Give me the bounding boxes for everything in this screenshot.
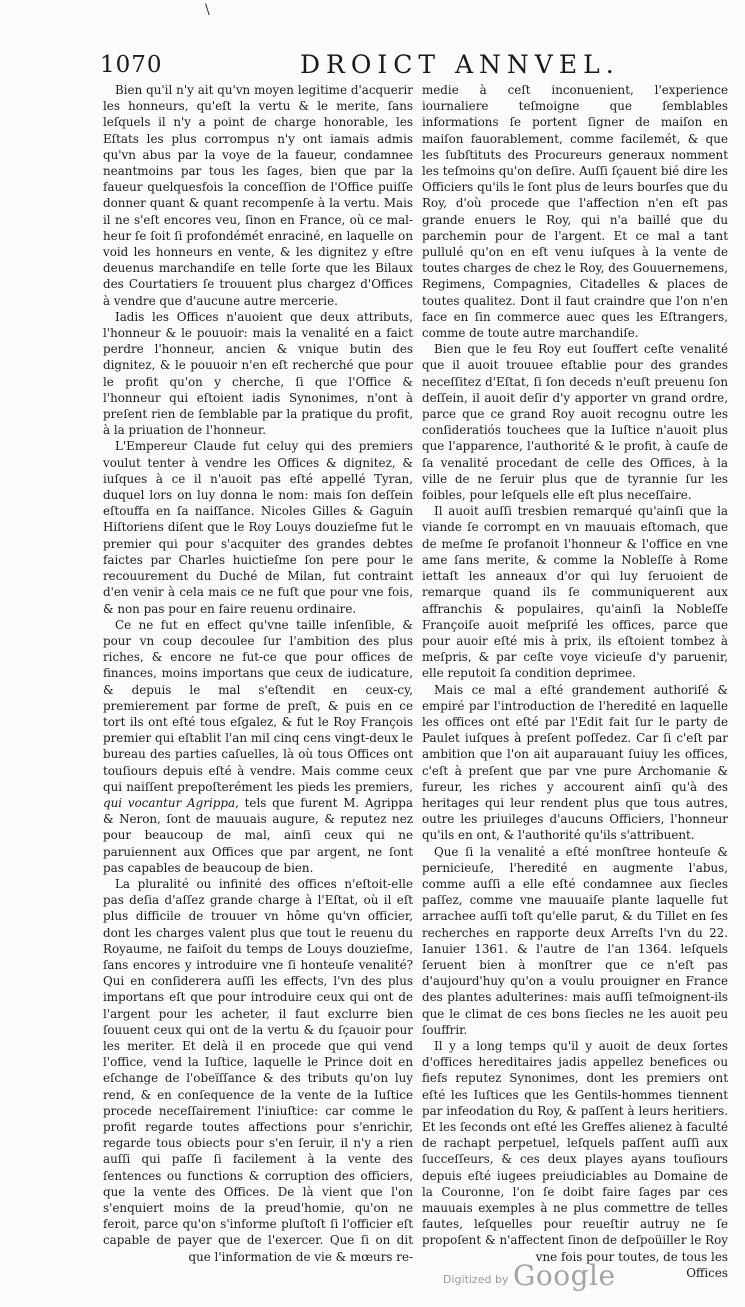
google-logo: Google (513, 1259, 616, 1292)
left-paragraph-5: La pluralité ou infinité des offices n'eſtoit-elle pas deſia d'aſſez grande charge à l'Eſtat, où il eſt plus difficile de trouuer vn hôme qu'vn officier, dont les charges valent plus que tout le reuenu du Royaume, ne faiſoit du temps de Louys douzieſme, ſans encores y introduire vne ſi honteuſe venalité? Qui en conſiderera auſſi les effects, l'vn des plus importans eſt que pour introduire ceux qui ont de l'argent pour les acheter, il faut exclurre bien ſouuent ceux qui ont de la vertu & du ſçauoir pour les meriter. Et delà il en procede que qui vend l'office, vend la Iuſtice, laquelle le Prince doit en eſchange de l'obeïſſance & des tributs qu'on luy rend, & en conſequence de la vente de la Iuſtice procede neceſſairement l'iniuſtice: car comme le profit regarde toutes affections pour s'enrichir, regarde tous obiects pour s'en ſeruir, il n'y a rien auſſi qui paſſe ſi facilement à la vente des ſentences ou functions & corruption des officiers, que la vente des Offices. De là vient que l'on s'enquiert moins de la preud'homie, qu'on ne feroit, parce qu'on s'informe pluſtoſt ſi l'officier eſt capable de payer que de l'exercer. Que ſi on dit que l'information de vie & mœurs re- (103, 876, 413, 1264)
left-paragraph-2: Iadis les Offices n'auoient que deux attributs, l'honneur & le pouuoir: mais la venalité en a faict perdre l'honneur, ancien & vnique butin des dignitez, & le pouuoir n'en eſt recherché que pour le profit qu'on y cherche, ſi que l'Office & l'honneur qui eſtoient iadis Synonimes, n'ont à preſent rien de ſemblable par la pratique du profit, à la priuation de l'honneur. (103, 309, 413, 438)
left-paragraph-4-latin: qui vocantur Agrippa (103, 795, 236, 810)
page-number: 1070 (100, 52, 163, 78)
catchword: Offices (686, 1265, 728, 1280)
right-paragraph-4: Mais ce mal a eſté grandement authoriſé & empiré par l'introduction de l'heredité en laquelle les offices ont eſté par l'Edit fait ſur le party de Paulet iuſques à preſent poſſedez. Car ſi c'eſt par ambition que l'on ait auparauant ſuiuy les offices, c'eſt à preſent que par vne pure Archomanie & fureur, les riches y accourent ainſi qu'à des heritages qui leur rendent plus que tous autres, outre les priuileges d'aucuns Officiers, l'honneur qu'ils en ont, & l'authorité qu'ils s'attribuent. (422, 682, 728, 843)
right-paragraph-2: Bien que le feu Roy eut ſouffert ceſte venalité que il auoit trouuee eſtablie pour des grandes neceſſitez d'Eſtat, ſi ſon deceds n'euſt preuenu ſon deſſein, il auoit deſir d'y apporter vn grand ordre, parce que ce grand Roy auoit recognu outre les conſideratiós touchees que la Iuſtice n'auoit plus que l'apparence, l'authorité & le profit, à cauſe de ſa venalité procedant de celle des Offices, à la ville de ne ſeruir plus que de tyrannie ſur les foibles, pour leſquels elle eſt plus neceſſaire. (422, 342, 728, 503)
right-paragraph-1: medie à ceſt inconuenient, l'experience iournaliere teſmoigne que ſemblables informations ſe portent ſigner de maiſon en maiſon fauorablement, comme facilemét, & que les ſubſtituts des Procureurs generaux nomment les teſmoins qu'on deſire. Auſſi ſçauent bié dire les Officiers qu'ils le ſont plus de leurs bourſes que du Roy, d'où procede que l'affection n'en eſt pas grande enuers le Roy, qui n'a baillé que du parchemin pour de l'argent. Et ce mal a tant pullulé qu'on en eſt venu iuſques à la vente de toutes charges de chez le Roy, des Gouuernemens, Regimens, Compagnies, Citadelles & places de toutes qualitez. Dont il faut craindre que l'on n'en face en ſin commerce auec ques les Eſtrangers, comme de toute autre marchandiſe. (422, 83, 728, 341)
right-column (422, 82, 728, 1281)
left-paragraph-4-text-b: , tels que furent M. Agrippa & Neron, ſont de mauuais augure, & reputez nez pour beaucoup de mal, ainſi ceux qui ne paruiennent aux Offices que par argent, ne ſont pas capables de beaucoup de bien. (103, 795, 413, 875)
left-paragraph-4 (103, 617, 413, 876)
page-header (100, 50, 728, 82)
right-paragraph-6: Il y a long temps qu'il y auoit de deux ſortes d'offices hereditaires jadis appellez benefices ou fiefs reputez Synonimes, dont les premiers ont eſté les Iuſtices que les Gentils-hommes tiennent par infeodation du Roy, & paſſent à leurs heritiers. Et les ſeconds ont eſté les Greffes alienez à faculté de rachapt perpetuel, leſquels paſſent auſſi aux ſucceſſeurs, & ces deux playes ayans touſiours depuis eſté iugees preiudiciables au Domaine de la Couronne, l'on ſe doibt faire ſages par ces mauuais exemples à ne plus commettre de telles fautes, leſquelles pour reueſtir autruy ne ſe propoſent & n'affectent ſinon de deſpoüiller le Roy vne fois pour toutes, de tous les (422, 1038, 728, 1264)
digitization-watermark (443, 1259, 683, 1299)
top-mark: \ (205, 2, 210, 18)
right-paragraph-5: Que ſi la venalité a eſté monſtree honteuſe & pernicieuſe, l'heredité en augmente l'abus, comme auſſi a elle eſté condamnee aux ſiecles paſſez, comme vne mauuaiſe plante laquelle fut arrachee auſſi toſt qu'elle parut, & du Tillet en ſes recherches en rapporte deux Arreſts l'vn du 22. Ianuier 1361. & l'autre de l'an 1364. leſquels ſeruent bien à monſtrer que ce n'eſt pas d'aujourd'huy qu'on a voulu prouigner en France des plantes adulterines: mais auſſi teſmoignent-ils que le climat de ces bons ſiecles ne les auoit peu ſouffrir. (422, 844, 728, 1037)
left-paragraph-1: Bien qu'il n'y ait qu'vn moyen legitime d'acquerir les honneurs, qu'eſt la vertu & le merite, ſans leſquels il n'y a point de charge honorable, les Eſtats les plus corrompus n'y ont iamais admis qu'vn abus par la voye de la faueur, condamnee neantmoins par tous les ſages, bien que par la faueur quelquesfois la conceſſion de l'Office puiſſe donner quant & quant recompenſe à la vertu. Mais il ne s'eſt encores veu, ſinon en France, où ce mal-heur ſe ſoit ſi profondémét enraciné, en laquelle on void les honneurs en vente, & les dignitez y eſtre deuenus marchandiſe en telle ſorte que les Bilaux des Courtatiers ſe trouuent plus chargez d'Offices à vendre que d'aucune autre mercerie. (103, 83, 413, 308)
running-title: DROICT ANNVEL. (300, 50, 620, 79)
left-paragraph-4-text-a: Ce ne fut en effect qu'vne taille inſenſible, & pour vn coup decoulee ſur l'ambition des plus riches, & encore ne fut-ce que pour offices de finances, moins importans que ceux de iudicature, & depuis le mal s'eſtendit en ceux-cy, premierement par forme de preſt, & puis en ce tort ils ont eſté tous eſgalez, & fut le Roy François premier qui eſtablit l'an mil cinq cens vingt-deux le bureau des parties caſuelles, là où tous Offices ont touſiours depuis eſté à vendre. Mais comme ceux qui naiſſent prepoſterément les pieds les premiers, (103, 617, 413, 794)
left-paragraph-3: L'Empereur Claude fut celuy qui des premiers voulut tenter à vendre les Offices & dignitez, & iuſques à ce il n'auoit pas eſté appellé Tyran, duquel lors on luy donna le nom: mais ſon deſſein eſtouffa en ſa naiſſance. Nicoles Gilles & Gaguin Hiſtoriens diſent que le Roy Louys douzieſme fut le premier qui pour s'acquiter des grandes debtes faictes par Charles huictieſme ſon pere pour le recouurement du Duché de Milan, fut contraint d'en venir à cela mais ce ne fuſt que pour vne fois, & non pas pour en faire reuenu ordinaire. (103, 439, 413, 616)
left-column (103, 82, 413, 1265)
digitized-by-label: Digitized by (443, 1273, 509, 1286)
right-paragraph-3: Il auoit auſſi tresbien remarqué qu'ainſi que la viande ſe corrompt en vn mauuais eſtomach, que de meſme ſe profanoit l'honneur & l'office en vne ame ſans merite, & comme la Nobleſſe à Rome iettaſt les anneaux d'or qui luy ſeruoient de remarque quand ils ſe communiquerent aux affranchis & populaires, qu'ainſi la Nobleſſe Françoiſe auoit meſpriſé les offices, parce que pour auoir eſté mis à prix, ils eſtoient tombez à meſpris, & par ceſte voye vicieuſe d'y paruenir, elle reputoit ſa condition deprimee. (422, 504, 728, 681)
